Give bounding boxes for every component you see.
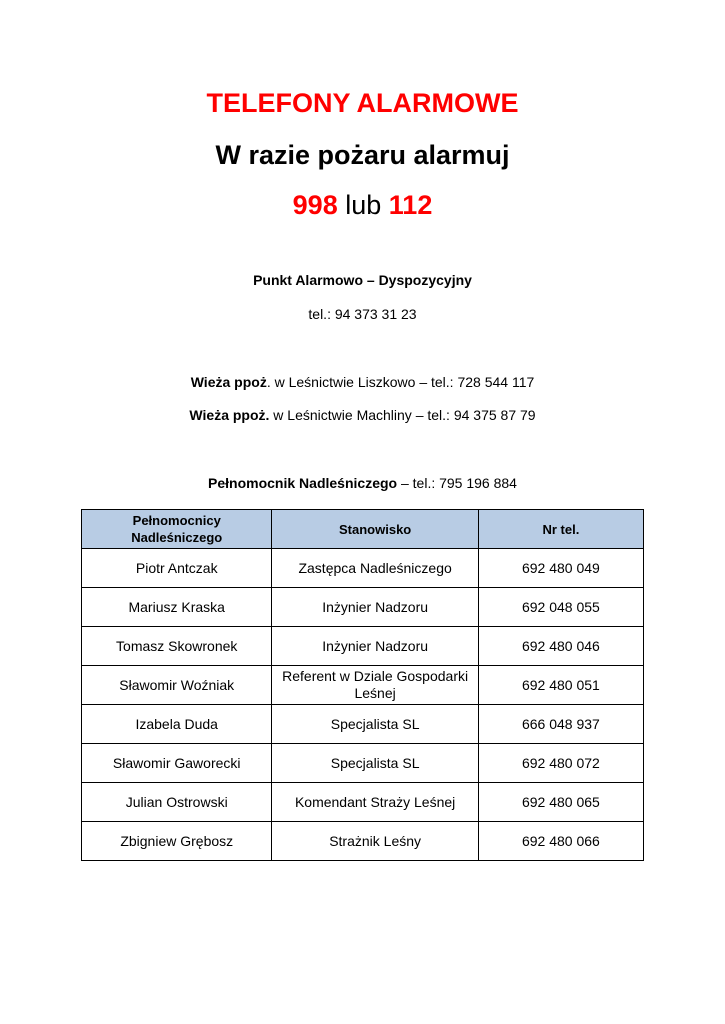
tower-liszkowo — [0, 373, 725, 391]
cell-position: Strażnik Leśny — [272, 822, 478, 861]
table-row — [82, 822, 644, 861]
cell-name: Zbigniew Grębosz — [82, 822, 272, 861]
column-header-name: Pełnomocnicy Nadleśniczego — [82, 510, 272, 549]
table-row — [82, 549, 644, 588]
tower-machliny — [0, 406, 725, 424]
cell-name: Piotr Antczak — [82, 549, 272, 588]
cell-phone: 692 480 072 — [478, 744, 643, 783]
cell-phone: 666 048 937 — [478, 705, 643, 744]
cell-name: Mariusz Kraska — [82, 588, 272, 627]
tower-text: . w Leśnictwie Liszkowo – tel.: 728 544 117 — [266, 374, 535, 390]
emergency-number-112: 112 — [388, 190, 433, 220]
tower-text: w Leśnictwie Machliny – tel.: 94 375 87 79 — [269, 407, 536, 423]
plenipotentiary-phone: – tel.: 795 196 884 — [397, 475, 517, 491]
document-title: TELEFONY ALARMOWE — [206, 88, 519, 118]
cell-position: Zastępca Nadleśniczego — [272, 549, 478, 588]
table-row — [82, 627, 644, 666]
table-row — [82, 783, 644, 822]
table-row — [82, 705, 644, 744]
cell-name: Tomasz Skowronek — [82, 627, 272, 666]
column-header-phone: Nr tel. — [478, 510, 643, 549]
document-subtitle: W razie pożaru alarmuj — [215, 140, 510, 170]
cell-position: Komendant Straży Leśnej — [272, 783, 478, 822]
dispatch-phone: tel.: 94 373 31 23 — [308, 306, 417, 322]
tower-label: Wieża ppoż. — [189, 407, 270, 423]
emergency-number-998: 998 — [292, 190, 338, 220]
cell-position: Referent w Dziale Gospodarki Leśnej — [272, 666, 478, 705]
or-text: lub — [345, 190, 382, 220]
cell-phone: 692 480 051 — [478, 666, 643, 705]
table-header-row — [82, 510, 644, 549]
column-header-position: Stanowisko — [272, 510, 478, 549]
cell-phone: 692 480 066 — [478, 822, 643, 861]
plenipotentiary-line — [0, 474, 725, 492]
cell-name: Izabela Duda — [82, 705, 272, 744]
cell-name: Sławomir Woźniak — [82, 666, 272, 705]
tower-label: Wieża ppoż — [190, 374, 267, 390]
table-row — [82, 588, 644, 627]
cell-position: Inżynier Nadzoru — [272, 627, 478, 666]
contacts-table — [81, 509, 644, 861]
cell-phone: 692 480 065 — [478, 783, 643, 822]
cell-name: Sławomir Gaworecki — [82, 744, 272, 783]
cell-phone: 692 480 049 — [478, 549, 643, 588]
cell-phone: 692 048 055 — [478, 588, 643, 627]
table-row — [82, 666, 644, 705]
cell-position: Specjalista SL — [272, 705, 478, 744]
dispatch-name: Punkt Alarmowo – Dyspozycyjny — [253, 272, 472, 288]
cell-phone: 692 480 046 — [478, 627, 643, 666]
table-row — [82, 744, 644, 783]
cell-name: Julian Ostrowski — [82, 783, 272, 822]
emergency-numbers — [0, 188, 725, 222]
plenipotentiary-label: Pełnomocnik Nadleśniczego — [208, 475, 398, 491]
cell-position: Inżynier Nadzoru — [272, 588, 478, 627]
cell-position: Specjalista SL — [272, 744, 478, 783]
